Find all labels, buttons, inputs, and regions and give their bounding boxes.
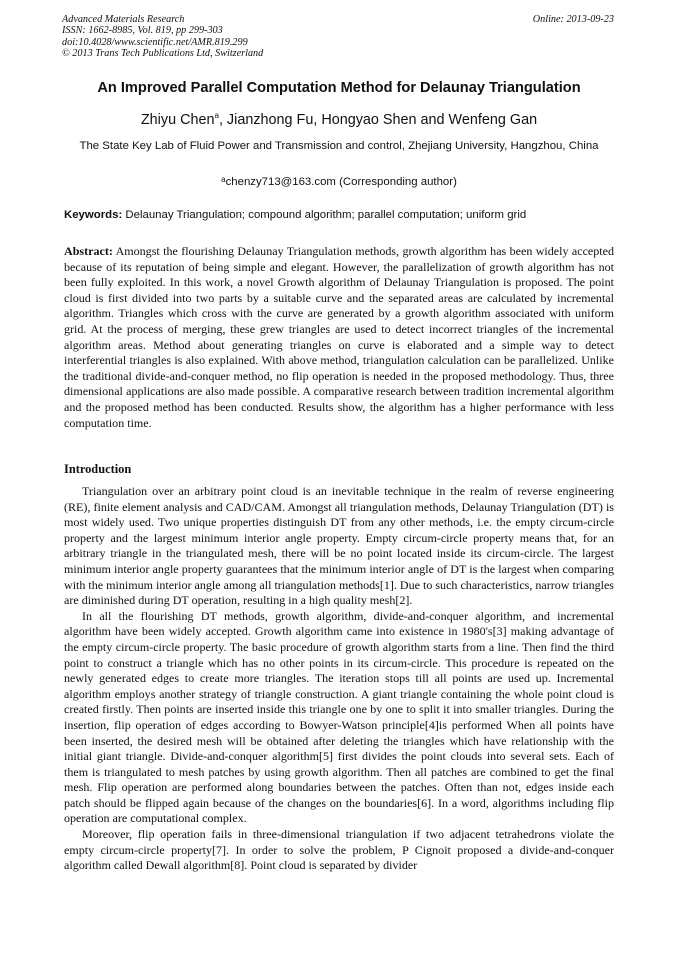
email-text: chenzy713@163.com (Corresponding author) <box>225 176 457 188</box>
affiliation: The State Key Lab of Fluid Power and Transmission and control, Zhejiang University, Hangzhou, China <box>79 140 599 152</box>
online-date: Online: 2013-09-23 <box>532 14 614 25</box>
journal-name: Advanced Materials Research <box>62 14 185 25</box>
journal-metadata <box>62 14 614 60</box>
other-authors: , Jianzhong Fu, Hongyao Shen and Wenfeng Gan <box>218 112 538 128</box>
copyright-line: © 2013 Trans Tech Publications Ltd, Switzerland <box>62 48 264 60</box>
abstract-paragraph <box>64 244 614 431</box>
keywords-line <box>64 209 614 221</box>
abstract-text: Amongst the flourishing Delaunay Triangulation methods, growth algorithm has been widely accepted because of its reputation of being simple and elegant. However, the parallelization of growth algorithm has not been fully exploited. In this work, a novel Growth algorithm of Delaunay Triangulation is proposed. The point cloud is first divided into two parts by a suitable curve and the separated areas are calculated by incremental algorithm. Triangles which cross with the curve are generated by a growth algorithm associated with uniform grid. At the process of merging, these grew triangles are used to detect incorrect triangles of the incremental algorithm areas. Method about generating triangles on curve is elaborated and a simple way to detect interferential triangles is also explained. With above method, triangulation calculation can be parallelized. Unlike the traditional divide-and-conquer method, no flip operation is needed in the proposed methodology. Thus, three dimensional applications are also made possible. A comparative research between tradition incremental algorithm and the proposed method has been conducted. Results show, the algorithm has a higher performance with less computation time. <box>64 244 614 430</box>
intro-paragraph-1: Triangulation over an arbitrary point cloud is an inevitable technique in the realm of reverse engineering (RE), finite element analysis and CAD/CAM. Amongst all triangulation methods, Delaunay Triangulation (DT) is most widely used. Two unique properties distinguish DT from any other methods, i.e. the empty circum-circle property and the largest minimum interior angle property. Empty circum-circle property means that, for an arbitrary triangle in the triangulated mesh, there will be no point located inside its circum-circle. The largest minimum interior angle property guarantees that the minimum interior angle of DT is the largest when comparing with the minimum interior angle among all triangulation methods[1]. Due to such characteristics, narrow triangles are diminished during DT operation, resulting in a high quality mesh[2]. <box>64 484 614 608</box>
keywords-label: Keywords: <box>64 209 123 221</box>
abstract-section <box>64 244 614 431</box>
author-list <box>40 112 638 128</box>
abstract-label: Abstract: <box>64 244 113 258</box>
keywords-text: Delaunay Triangulation; compound algorithm; parallel computation; uniform grid <box>125 209 527 221</box>
intro-paragraph-2: In all the flourishing DT methods, growth algorithm, divide-and-conquer algorithm, and incremental algorithm have been widely accepted. Growth algorithm came into existence in 1980's[3] making advantage of the empty circum-circle property. The basic procedure of growth algorithm starts from a line. Then find the third point to construct a triangle which has no other points in its circum-circle. This procedure is repeated on the newly generated edges to create more triangles. The iteration stops till all points are used up. Incremental algorithm employs another strategy of triangle construction. A giant triangle containing the whole point cloud is created firstly. Then points are inserted inside this triangle one by one to split it into smaller triangles. During the insertion, flip operation of edges according to Bowyer-Watson principle[4]is performed When all points have been inserted, the desired mesh will be obtained after deleting the triangles which have relationship with the initial giant triangle. Divide-and-conquer algorithm[5] first divides the point clouds into several sets. Each of them is triangulated to mesh patches by using growth algorithm. Then all patches are combined to get the final mesh. Flip operation are performed along boundaries between the patches. Often than not, edges inside each patch should be flipped again because of the changes on the boundaries[6]. In a word, algorithms including flip operation are computational complex. <box>64 608 614 826</box>
intro-paragraph-3: Moreover, flip operation fails in three-dimensional triangulation if two adjacent tetrahedrons violate the empty circum-circle property[7]. In order to solve the problem, P Cignoit proposed a divide-and-conquer algorithm called Dewall algorithm[8]. Point cloud is separated by divider <box>64 827 614 873</box>
doi-line: doi:10.4028/www.scientific.net/AMR.819.299 <box>62 36 248 48</box>
first-author: Zhiyu Chen <box>140 112 215 128</box>
contact-email <box>64 176 614 188</box>
issn-line: ISSN: 1662-8985, Vol. 819, pp 299-303 <box>62 25 223 37</box>
introduction-section <box>64 484 614 874</box>
introduction-heading: Introduction <box>64 462 132 476</box>
paper-title: An Improved Parallel Computation Method for Delaunay Triangulation <box>97 80 581 96</box>
author-affiliation-mark: a <box>214 111 219 120</box>
email-mark: a <box>221 175 226 184</box>
